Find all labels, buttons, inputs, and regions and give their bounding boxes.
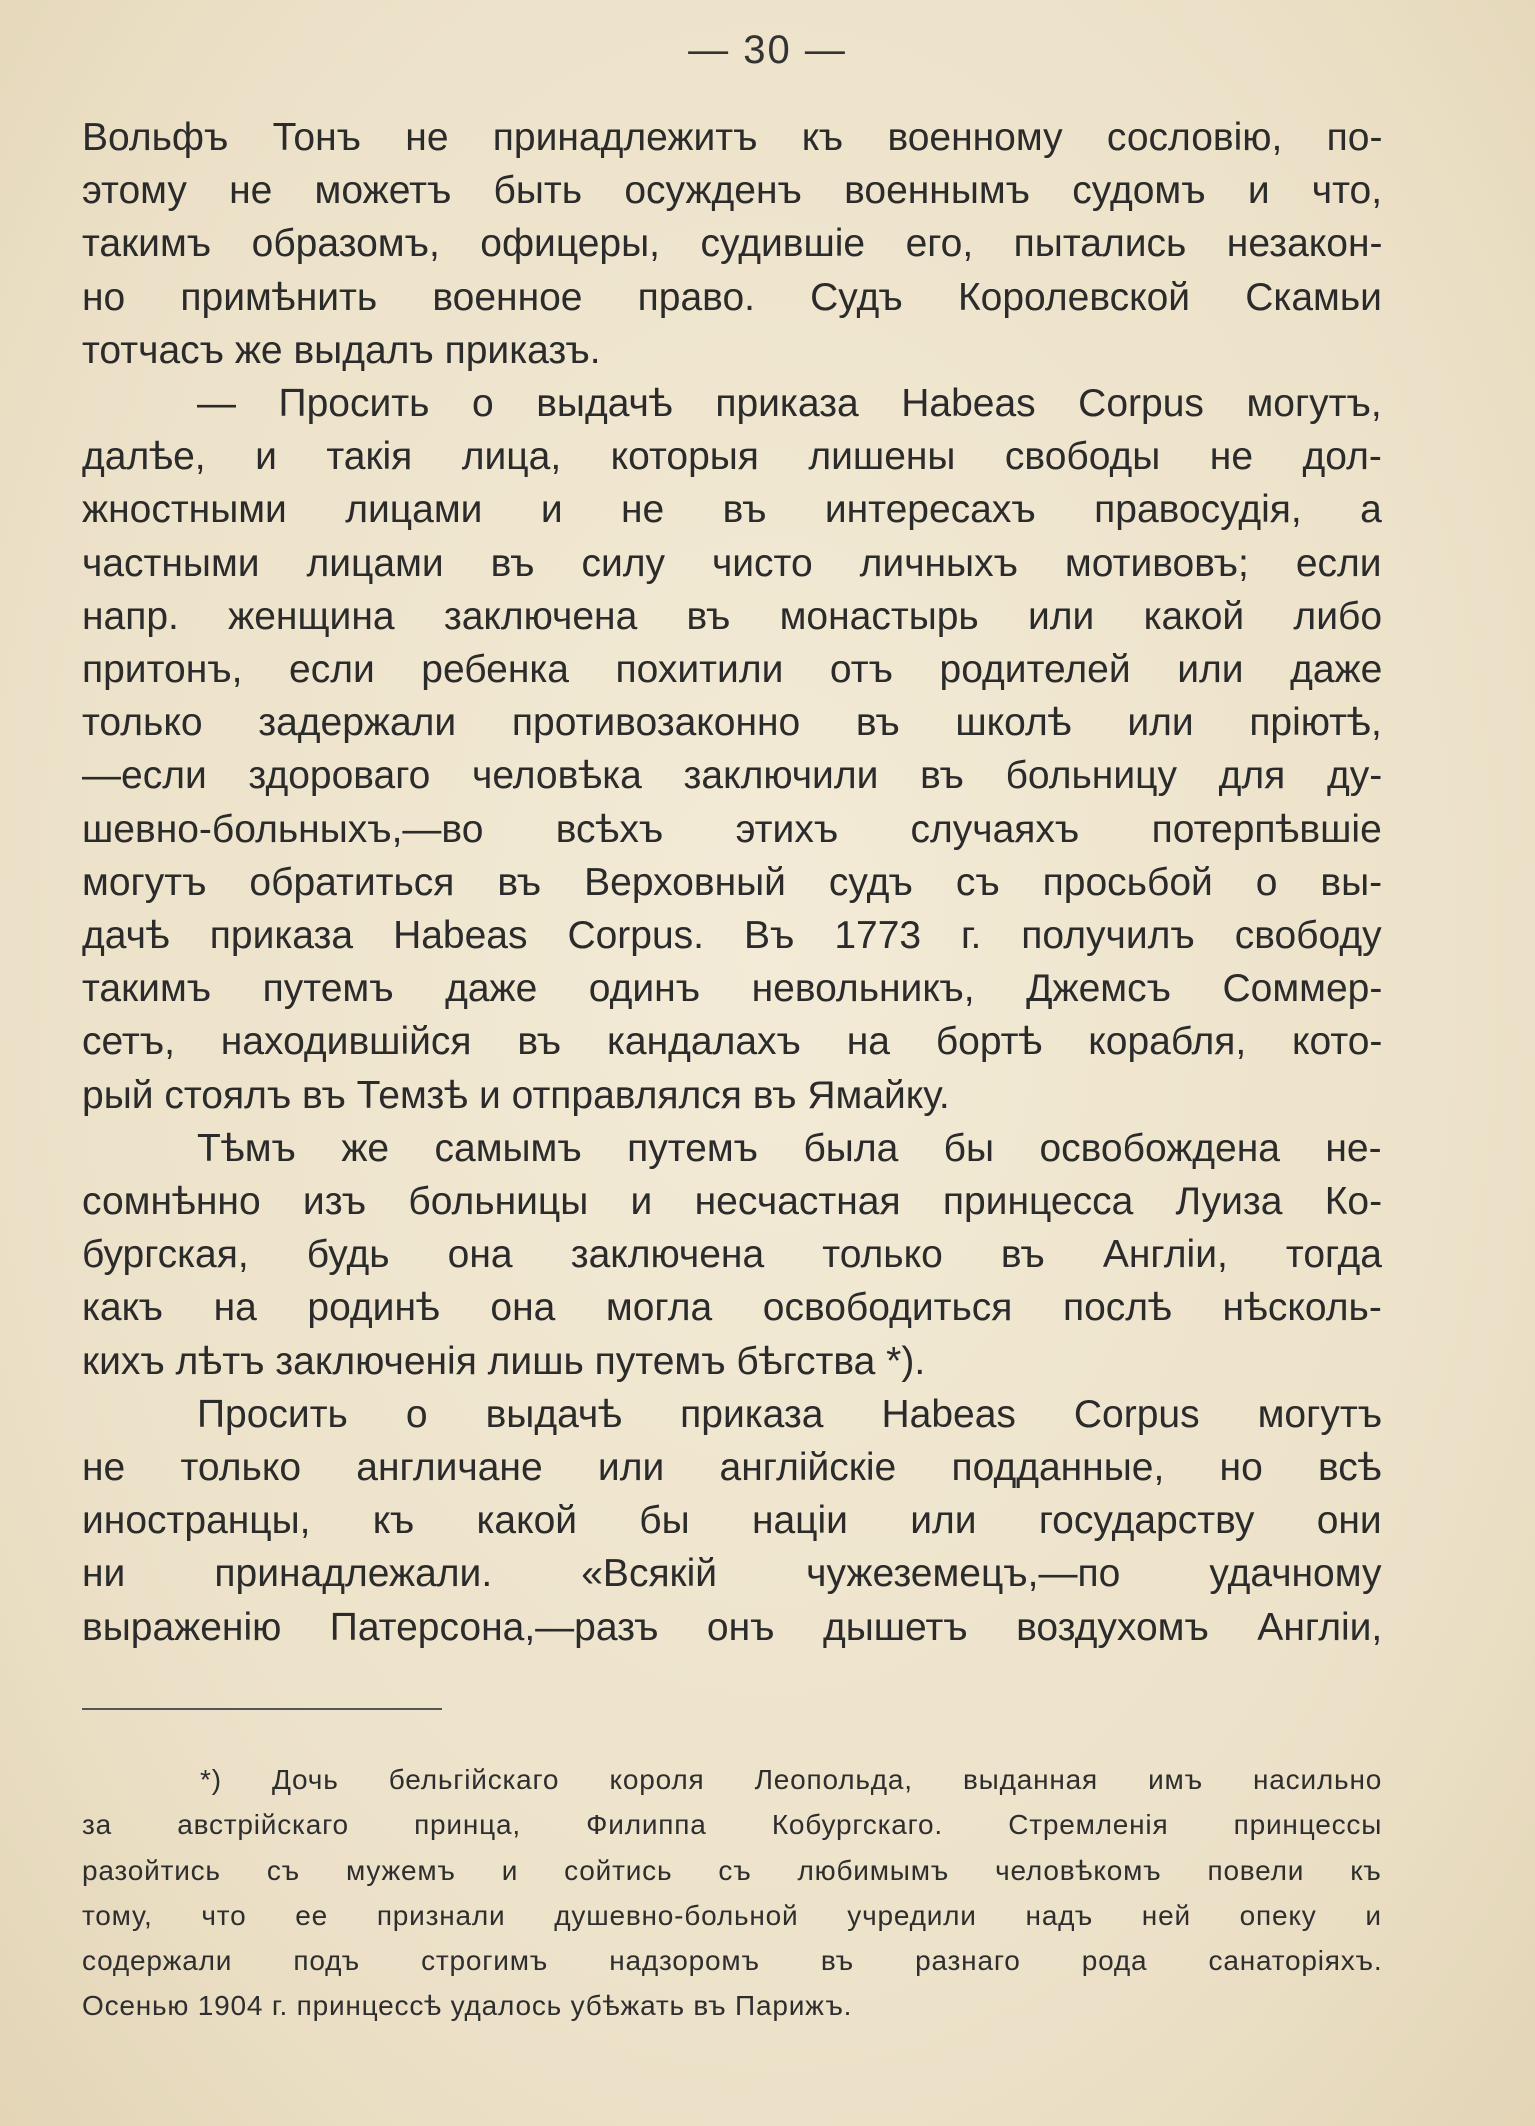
footnote-divider xyxy=(82,1708,442,1710)
text-line: но примѣнить военное право. Судъ Королевской Скамьи xyxy=(82,275,1382,319)
footnote-line: за австрiйскаго принца, Филиппа Кобургскаго. Стремленiя принцессы xyxy=(82,1809,1383,1841)
footnote-line: разойтись съ мужемъ и сойтись съ любимымъ человѣкомъ повели къ xyxy=(82,1854,1382,1886)
text-line: жностными лицами и не въ интересахъ правосудiя, а xyxy=(82,488,1382,532)
text-line: только задержали противозаконно въ школѣ или прiютѣ, xyxy=(82,701,1382,745)
text-line: —если здороваго человѣка заключили въ больницу для ду- xyxy=(82,754,1383,798)
text-line: сомнѣнно изъ больницы и несчастная принцесса Луиза Ко- xyxy=(82,1180,1383,1224)
page-number: — 30 — xyxy=(688,28,847,72)
text-line: бургская, будь она заключена только въ Англiи, тогда xyxy=(82,1233,1382,1277)
main-text xyxy=(82,111,1382,1654)
text-line: тотчасъ же выдалъ приказъ. xyxy=(82,328,601,372)
footnote-line: тому, что ее признали душевно-больной учредили надъ ней опеку и xyxy=(82,1899,1382,1931)
text-line: Вольфъ Тонъ не принадлежитъ къ военному сословiю, по- xyxy=(82,116,1383,159)
text-line: напр. женщина заключена въ монастырь или какой либо xyxy=(82,594,1383,638)
text-line: притонъ, если ребенка похитили отъ родителей или даже xyxy=(82,648,1383,692)
text-line: какъ на родинѣ она могла освободиться послѣ нѣсколь- xyxy=(82,1286,1382,1330)
text-line: ни принадлежали. «Всякiй чужеземецъ,—по удачному xyxy=(82,1552,1382,1596)
footnote-line: *) Дочь бельгiйскаго короля Леопольда, выданная имъ насильно xyxy=(200,1764,1383,1795)
text-line: кихъ лѣтъ заключенiя лишь путемъ бѣгства *). xyxy=(82,1339,926,1383)
text-line: не только англичане или англiйскiе подданные, но всѣ xyxy=(82,1446,1382,1490)
text-line: такимъ путемъ даже одинъ невольникъ, Джемсъ Соммер- xyxy=(82,967,1383,1011)
text-line: такимъ образомъ, офицеры, судившiе его, пытались незакон- xyxy=(82,222,1383,266)
text-line: иностранцы, къ какой бы нацiи или государству они xyxy=(82,1499,1382,1543)
text-line: могутъ обратиться въ Верховный судъ съ просьбой о вы- xyxy=(82,860,1383,904)
text-line: дачѣ приказа Habeas Corpus. Въ 1773 г. получилъ свободу xyxy=(82,914,1382,958)
text-line: Тѣмъ же самымъ путемъ была бы освобождена не- xyxy=(197,1126,1382,1170)
text-line: далѣе, и такiя лица, которыя лишены свободы не дол- xyxy=(82,435,1382,479)
text-line: рый стоялъ въ Темзѣ и отправлялся въ Ямайку. xyxy=(82,1073,950,1117)
footnote-line: содержали подъ строгимъ надзоромъ въ разнаго рода санаторiяхъ. xyxy=(82,1945,1383,1977)
text-line: сетъ, находившiйся въ кандалахъ на бортѣ корабля, кото- xyxy=(82,1020,1383,1064)
footnote xyxy=(82,1757,1382,2029)
text-line: — Просить о выдачѣ приказа Habeas Corpus могутъ, xyxy=(197,382,1382,426)
footnote-line: Осенью 1904 г. принцессѣ удалось убѣжать въ Парижъ. xyxy=(82,1990,853,2022)
text-line: этому не можетъ быть осужденъ военнымъ судомъ и что, xyxy=(82,169,1383,213)
text-line: частными лицами въ силу чисто личныхъ мотивовъ; если xyxy=(82,541,1382,585)
text-line: шевно-больныхъ,—во всѣхъ этихъ случаяхъ потерпѣвшiе xyxy=(82,807,1382,851)
text-line: выраженiю Патерсона,—разъ онъ дышетъ воздухомъ Англiи, xyxy=(82,1605,1383,1649)
text-line: Просить о выдачѣ приказа Habeas Corpus могутъ xyxy=(197,1392,1383,1436)
